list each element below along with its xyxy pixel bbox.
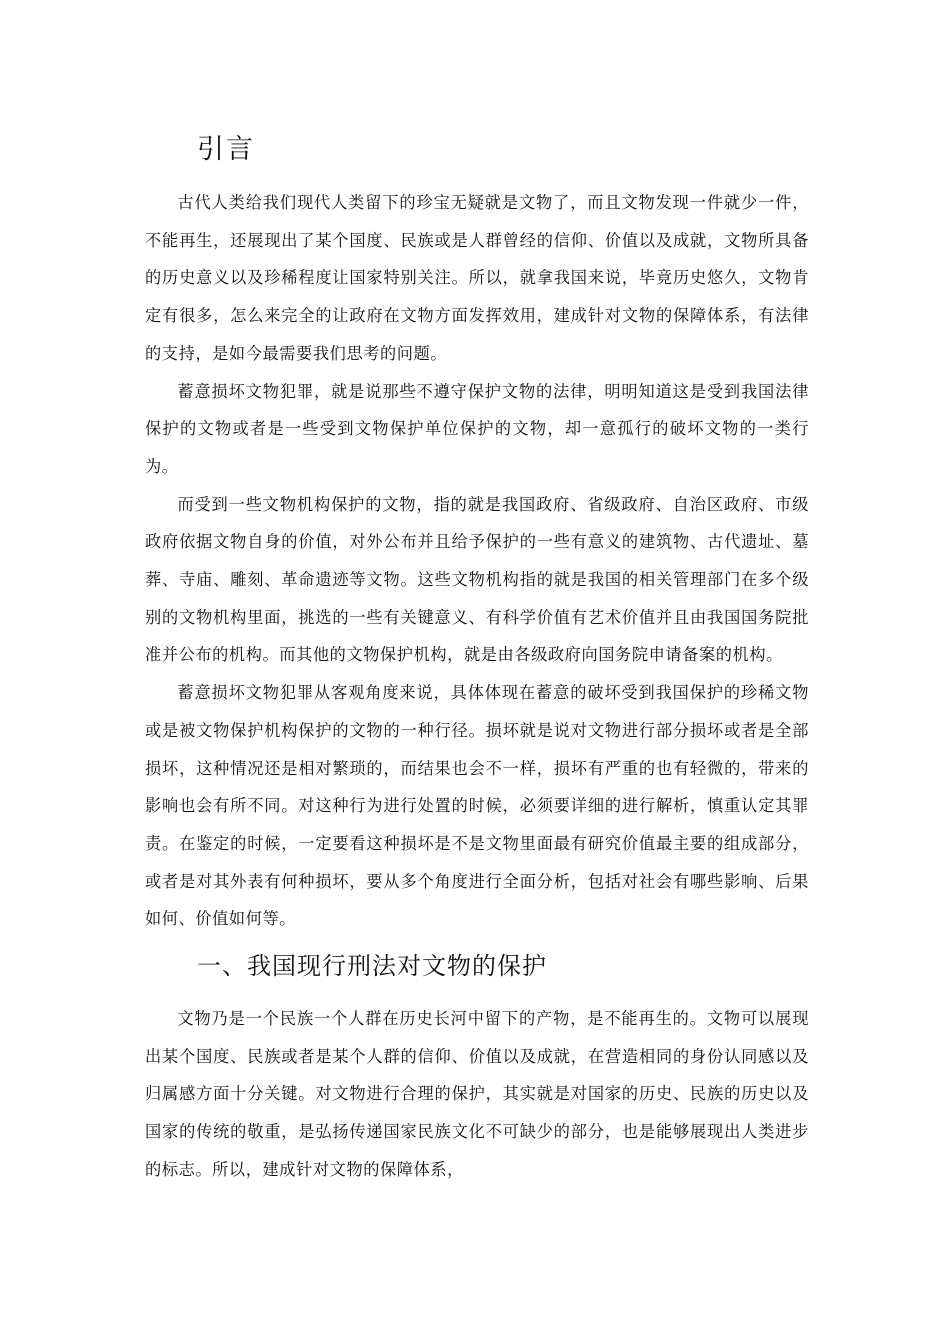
intro-heading: 引言 xyxy=(197,134,255,165)
intro-paragraph-1: 古代人类给我们现代人类留下的珍宝无疑就是文物了，而且文物发现一件就少一件，不能再生，还展现出了某个国度、民族或是人群曾经的信仰、价值以及成就，文物所具备的历史意义以及珍稀程度让国家特别关注。所以，就拿我国来说，毕竟历史悠久，文物肯定有很多，怎么来完全的让政府在文物方面发挥效用，建成针对文物的保障体系，有法律的支持，是如今最需要我们思考的问题。 xyxy=(145,193,809,363)
document-body xyxy=(145,128,809,1189)
intro-paragraph-4: 蓄意损坏文物犯罪从客观角度来说，具体体现在蓄意的破坏受到我国保护的珍稀文物或是被文物保护机构保护的文物的一种行径。损坏就是说对文物进行部分损坏或者是全部损坏，这种情况还是相对繁琐的，而结果也会不一样，损坏有严重的也有轻微的，带来的影响也会有所不同。对这种行为进行处置的时候，必须要详细的进行解析，慎重认定其罪责。在鉴定的时候，一定要看这种损坏是不是文物里面最有研究价值最主要的组成部分，或者是对其外表有何种损坏，要从多个角度进行全面分析，包括对社会有哪些影响、后果如何、价值如何等。 xyxy=(145,683,809,929)
section-1-paragraph-1: 文物乃是一个民族一个人群在历史长河中留下的产物，是不能再生的。文物可以展现出某个国度、民族或者是某个人群的信仰、价值以及成就，在营造相同的身份认同感以及归属感方面十分关键。对文物进行合理的保护，其实就是对国家的历史、民族的历史以及国家的传统的敬重，是弘扬传递国家民族文化不可缺少的部分，也是能够展现出人类进步的标志。所以，建成针对文物的保障体系， xyxy=(145,1009,809,1179)
section-1-heading: 一、我国现行刑法对文物的保护 xyxy=(197,952,547,981)
intro-paragraph-2: 蓄意损坏文物犯罪，就是说那些不遵守保护文物的法律，明明知道这是受到我国法律保护的文物或者是一些受到文物保护单位保护的文物，却一意孤行的破坏文物的一类行为。 xyxy=(145,381,809,476)
intro-paragraph-3: 而受到一些文物机构保护的文物，指的就是我国政府、省级政府、自治区政府、市级政府依据文物自身的价值，对外公布并且给予保护的一些有意义的建筑物、古代遗址、墓葬、寺庙、雕刻、革命遗迹等文物。这些文物机构指的就是我国的相关管理部门在多个级别的文物机构里面，挑选的一些有关键意义、有科学价值有艺术价值并且由我国国务院批准并公布的机构。而其他的文物保护机构，就是由各级政府向国务院申请备案的机构。 xyxy=(145,494,809,665)
